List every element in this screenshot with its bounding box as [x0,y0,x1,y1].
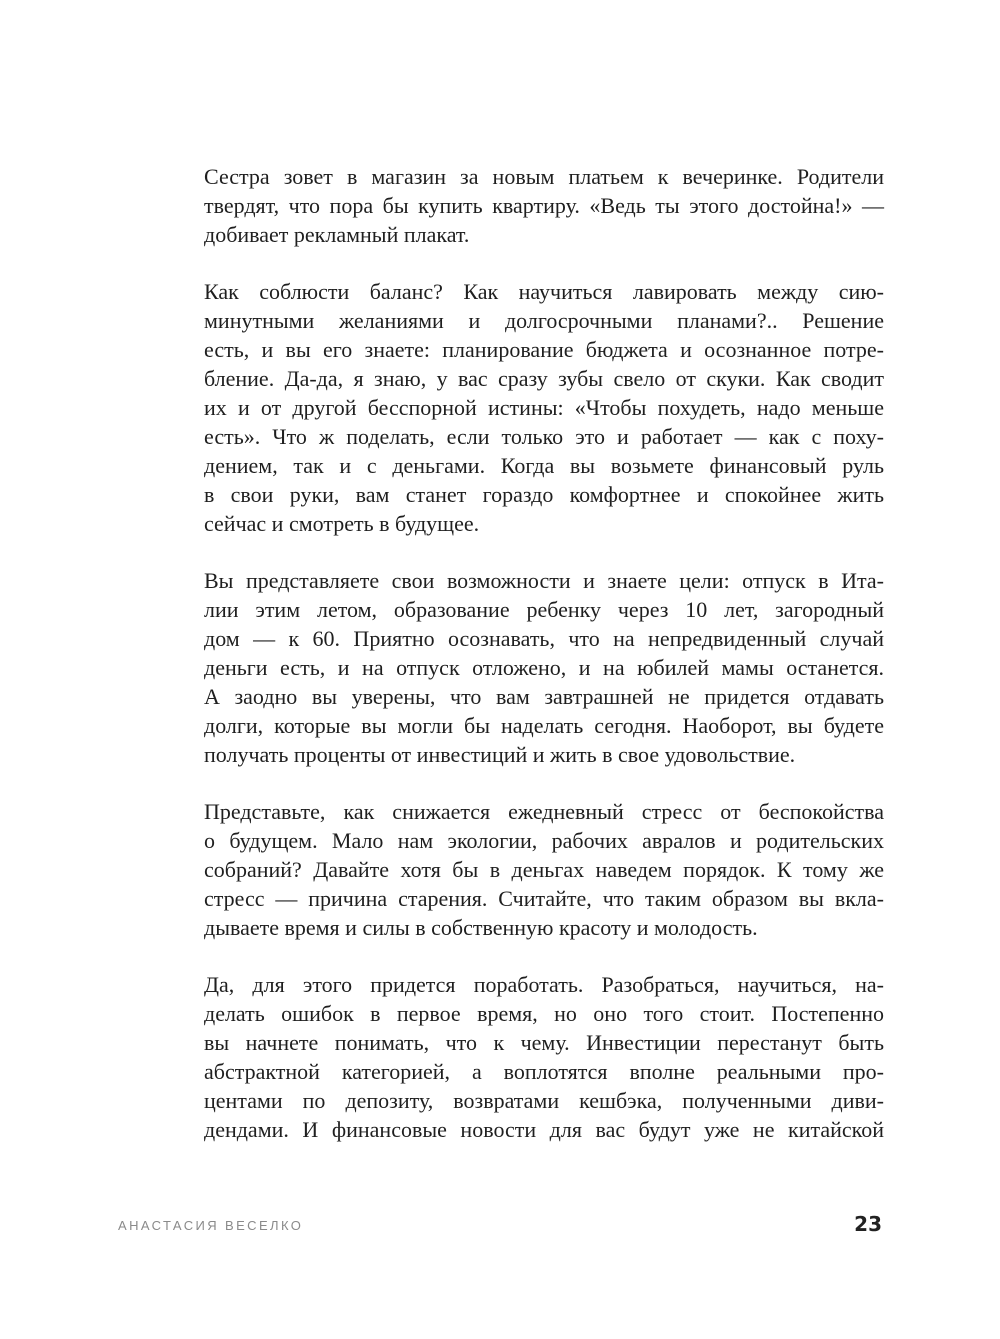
paragraph-2 [204,277,884,538]
text-line: Сестра зовет в магазин за новым платьем к вечеринке. Родители [204,164,884,189]
paragraph-3 [204,566,884,769]
text-line: есть, и вы его знаете: планирование бюджета и осознанное потре- [204,337,884,362]
text-line: стресс — причина старения. Считайте, что таким образом вы вкла- [204,886,884,911]
text-line: вы начнете понимать, что к чему. Инвестиции перестанут быть [204,1030,884,1055]
running-footer-author: АНАСТАСИЯ ВЕСЕЛКО [118,1218,304,1233]
text-line: центами по депозиту, возвратами кешбэка, полученными диви- [204,1088,884,1113]
page-number: 23 [854,1212,882,1236]
paragraph-4 [204,797,884,942]
text-line: бление. Да-да, я знаю, у вас сразу зубы свело от скуки. Как сводит [204,366,884,391]
text-line: о будущем. Мало нам экологии, рабочих авралов и родительских [204,828,884,853]
text-line: долги, которые вы могли бы наделать сегодня. Наоборот, вы будете [204,713,884,738]
text-line: добивает рекламный плакат. [204,222,470,247]
text-line: А заодно вы уверены, что вам завтрашней не придется отдавать [204,684,884,709]
text-line: Да, для этого придется поработать. Разобраться, научиться, на- [204,972,884,997]
text-line: лии этим летом, образование ребенку через 10 лет, загородный [204,597,884,622]
text-line: дываете время и силы в собственную красоту и молодость. [204,915,758,940]
text-line: дом — к 60. Приятно осознавать, что на непредвиденный случай [204,626,884,651]
text-line: Как соблюсти баланс? Как научиться лавировать между сию- [204,279,884,304]
text-line: твердят, что пора бы купить квартиру. «Ведь ты этого достойна!» — [204,193,884,218]
body-text [204,162,884,1172]
text-line: дендами. И финансовые новости для вас будут уже не китайской [204,1117,884,1142]
text-line: собраний? Давайте хотя бы в деньгах наведем порядок. К тому же [204,857,884,882]
text-line: получать проценты от инвестиций и жить в свое удовольствие. [204,742,796,767]
text-line: дением, так и с деньгами. Когда вы возьмете финансовый руль [204,453,884,478]
paragraph-5 [204,970,884,1144]
text-line: Вы представляете свои возможности и знаете цели: отпуск в Ита- [204,568,884,593]
text-line: есть». Что ж поделать, если только это и работает — как с поху- [204,424,884,449]
text-line: делать ошибок в первое время, но оно того стоит. Постепенно [204,1001,884,1026]
text-line: Представьте, как снижается ежедневный стресс от беспокойства [204,799,884,824]
text-line: их и от другой бесспорной истины: «Чтобы похудеть, надо меньше [204,395,884,420]
paragraph-1 [204,162,884,249]
text-line: абстрактной категорией, а воплотятся вполне реальными про- [204,1059,884,1084]
text-line: сейчас и смотреть в будущее. [204,511,480,536]
text-line: в свои руки, вам станет гораздо комфортнее и спокойнее жить [204,482,884,507]
text-line: минутными желаниями и долгосрочными планами?.. Решение [204,308,884,333]
text-line: деньги есть, и на отпуск отложено, и на юбилей мамы останется. [204,655,884,680]
